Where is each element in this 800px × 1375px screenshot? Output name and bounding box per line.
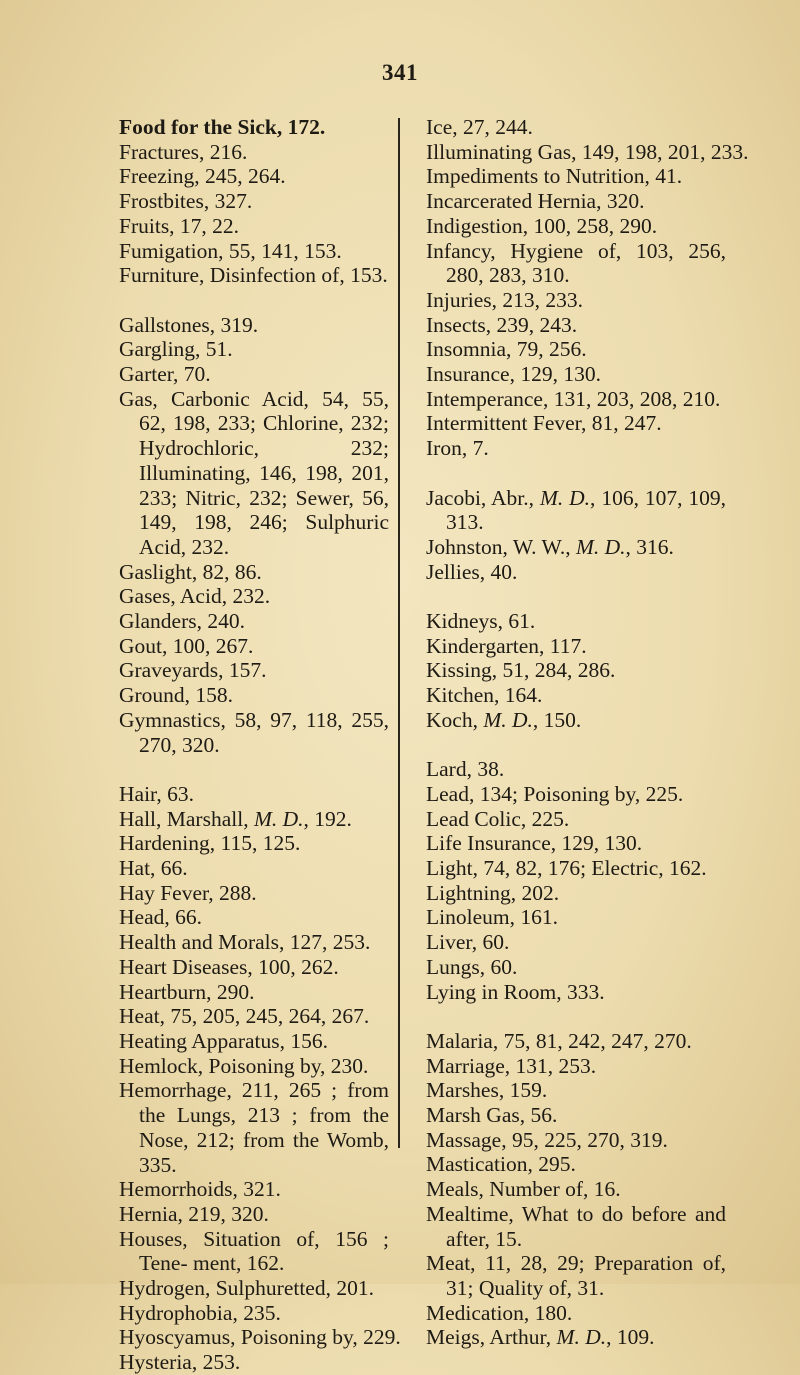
index-entry: Heart Diseases, 100, 262. [119,954,339,979]
index-group-i [426,115,749,461]
index-entry: Mealtime, What to do before and after, 15. [426,1201,726,1251]
index-entry: Marshes, 159. [426,1078,548,1103]
index-entry: Impediments to Nutrition, 41. [426,164,683,189]
index-entry: Garter, 70. [119,362,211,387]
index-entry: Gaslight, 82, 86. [119,559,262,584]
index-entry: Heat, 75, 205, 245, 264, 267. [119,1004,370,1029]
index-entry: Graveyards, 157. [119,658,267,683]
index-entry: Heating Apparatus, 156. [119,1028,328,1053]
index-entry: Hydrogen, Sulphuretted, 201. [119,1276,374,1301]
index-entry: Fractures, 216. [119,139,248,164]
index-entry: Intermittent Fever, 81, 247. [426,411,662,436]
index-entry: Mastication, 295. [426,1152,576,1177]
index-group-l [426,757,726,1004]
index-entry: Gargling, 51. [119,337,233,362]
index-entry: Iron, 7. [426,436,489,461]
index-entry: Lead, 134; Poisoning by, 225. [426,781,684,806]
index-entry: Lying in Room, 333. [426,979,605,1004]
index-entry: Gout, 100, 267. [119,633,254,658]
index-entry: Lightning, 202. [426,880,560,905]
index-entry: Injuries, 213, 233. [426,287,584,312]
index-entry: Johnston, W. W., M. D., 316. [426,534,674,559]
index-group-k [426,609,726,733]
index-group-g [119,313,389,758]
index-entry: Koch, M. D., 150. [426,707,582,732]
index-entry: Lungs, 60. [426,954,518,979]
index-entry: Meals, Number of, 16. [426,1177,621,1202]
index-entry: Hernia, 219, 320. [119,1201,269,1226]
index-entry: Hyoscyamus, Poisoning by, 229. [119,1325,401,1350]
index-entry: Liver, 60. [426,930,510,955]
index-entry: Hay Fever, 288. [119,880,257,905]
index-entry: Hall, Marshall, M. D., 192. [119,806,352,831]
index-group-f [119,115,389,288]
index-entry: Hair, 63. [119,781,194,806]
index-entry: Gases, Acid, 232. [119,584,271,609]
index-entry: Massage, 95, 225, 270, 319. [426,1127,668,1152]
index-entry: Ice, 27, 244. [426,115,533,139]
index-entry: Hydrophobia, 235. [119,1300,281,1325]
index-entry: Indigestion, 100, 258, 290. [426,213,658,238]
index-column-left [119,115,401,1375]
index-entry: Jacobi, Abr., M. D., 106, 107, 109, 313. [426,485,726,535]
index-entry: Gymnastics, 58, 97, 118, 255, 270, 320. [119,707,389,757]
index-entry: Medication, 180. [426,1300,573,1325]
index-entry: Kidneys, 61. [426,609,536,634]
index-entry: Head, 66. [119,905,202,930]
index-entry: Light, 74, 82, 176; Electric, 162. [426,856,707,881]
page-number: 341 [382,60,418,85]
index-entry: Meat, 11, 28, 29; Preparation of, 31; Quality of, 31. [426,1251,726,1300]
index-entry: Hardening, 115, 125. [119,831,301,856]
index-entry: Lard, 38. [426,757,505,782]
index-entry: Frostbites, 327. [119,189,253,214]
index-entry: Fruits, 17, 22. [119,213,240,238]
index-entry: Ground, 158. [119,683,234,708]
index-entry: Hemorrhage, 211, 265 ; from the Lungs, 213 ; from the Nose, 212; from the Womb, 335. [119,1078,389,1177]
index-entry: Hemorrhoids, 321. [119,1177,281,1202]
index-entry: Illuminating Gas, 149, 198, 201, 233. [426,139,749,164]
index-entry: Gas, Carbonic Acid, 54, 55, 62, 198, 233; Chlorine, 232; Hydrochloric, 232; Illuminating, 146, 198, 201, 233; Nitric, 232; Sewer, 56, 149, 198, 246; Sulphuric Acid, 232. [119,386,389,559]
index-group-h [119,781,401,1375]
index-entry: Glanders, 240. [119,609,245,634]
column-divider [398,118,400,1148]
index-entry: Food for the Sick, 172. [119,115,326,139]
index-entry: Houses, Situation of, 156 ; Tene- ment, 162. [119,1226,389,1276]
index-entry: Fumigation, 55, 141, 153. [119,238,342,263]
index-entry: Gallstones, 319. [119,312,259,337]
index-entry: Jellies, 40. [426,559,518,584]
index-entry: Hat, 66. [119,856,188,881]
index-entry: Incarcerated Hernia, 320. [426,189,645,214]
index-entry: Insomnia, 79, 256. [426,337,587,362]
index-entry: Furniture, Disinfection of, 153. [119,263,388,288]
index-entry: Hemlock, Poisoning by, 230. [119,1053,369,1078]
index-entry: Insects, 239, 243. [426,312,578,337]
index-entry: Heartburn, 290. [119,979,255,1004]
index-group-m [426,1029,726,1350]
index-entry: Malaria, 75, 81, 242, 247, 270. [426,1028,692,1053]
index-entry: Marsh Gas, 56. [426,1103,558,1128]
index-entry: Intemperance, 131, 203, 208, 210. [426,386,721,411]
index-entry: Lead Colic, 225. [426,806,570,831]
index-entry: Meigs, Arthur, M. D., 109. [426,1325,655,1350]
index-column-right [426,115,749,1350]
index-entry: Linoleum, 161. [426,905,558,930]
index-entry: Health and Morals, 127, 253. [119,930,371,955]
index-entry: Insurance, 129, 130. [426,362,601,387]
index-entry: Marriage, 131, 253. [426,1053,597,1078]
index-group-j [426,486,726,585]
index-entry: Kitchen, 164. [426,683,543,708]
index-entry: Life Insurance, 129, 130. [426,831,643,856]
index-entry: Kissing, 51, 284, 286. [426,658,616,683]
index-entry: Infancy, Hygiene of, 103, 256, 280, 283, 310. [426,238,726,288]
index-entry: Kindergarten, 117. [426,633,587,658]
index-entry: Freezing, 245, 264. [119,164,286,189]
index-entry: Hysteria, 253. [119,1350,241,1375]
